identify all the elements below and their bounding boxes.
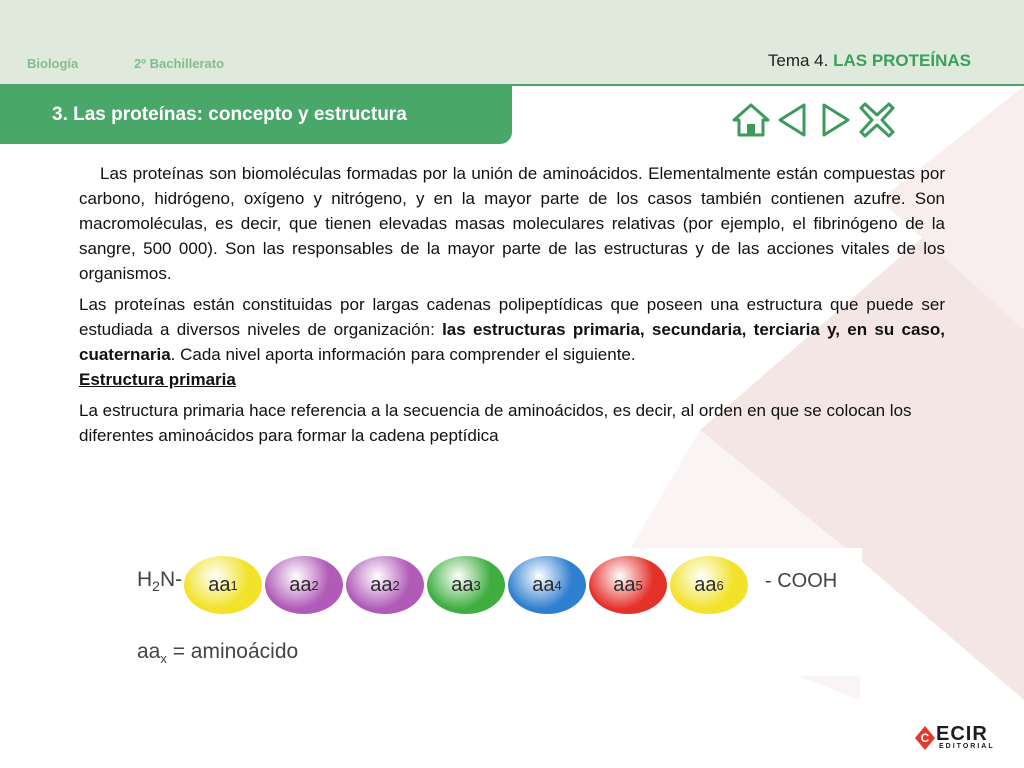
amino-acid-bead — [670, 556, 748, 614]
paragraph-primary: La estructura primaria hace referencia a la secuencia de aminoácidos, es decir, al orden en que se colocan los diferentes aminoácidos para formar la cadena peptídica — [79, 401, 912, 445]
ecir-logo-icon — [914, 725, 936, 751]
topic-prefix: Tema 4. — [767, 51, 829, 70]
n-terminal-label — [137, 568, 182, 594]
amino-acid-index: 2 — [311, 577, 319, 593]
home-icon — [732, 102, 770, 138]
amino-acid-bead — [184, 556, 262, 614]
paragraph-structure — [79, 292, 945, 367]
close-icon — [859, 102, 895, 138]
logo-name: ECIR — [936, 723, 988, 745]
paragraph-structure-bold: las estructuras primaria, secundaria, terciaria y, en su caso, cuaternaria — [79, 320, 945, 364]
amino-acid-index: 5 — [635, 577, 643, 593]
amino-acid-index: 6 — [716, 577, 724, 593]
amino-acid-chain-figure — [120, 548, 862, 676]
amino-acid-index: 1 — [230, 577, 238, 593]
next-icon — [818, 102, 852, 138]
logo-subtitle: EDITORIAL — [939, 743, 995, 750]
n-terminal-sub: 2 — [152, 578, 160, 595]
amino-acid-label: aa — [532, 573, 555, 596]
amino-acid-label: aa — [613, 573, 636, 596]
amino-acid-index: 2 — [392, 577, 400, 593]
amino-acid-label: aa — [370, 573, 393, 596]
amino-acid-label: aa — [208, 573, 231, 596]
publisher-logo — [914, 723, 1000, 753]
next-button[interactable] — [816, 101, 854, 139]
previous-icon — [776, 102, 810, 138]
n-terminal-h: H — [137, 568, 153, 591]
svg-text:C: C — [920, 731, 930, 745]
amino-acid-label: aa — [289, 573, 312, 596]
topic-title — [768, 51, 971, 71]
content-area — [79, 161, 945, 448]
navigation-bar — [732, 101, 896, 139]
n-terminal-n: N- — [159, 568, 183, 591]
amino-acid-bead — [346, 556, 424, 614]
figure-legend — [137, 640, 298, 666]
c-terminal-label: - COOH — [765, 570, 838, 592]
section-title: 3. Las proteínas: concepto y estructura — [52, 104, 407, 125]
close-button[interactable] — [858, 101, 896, 139]
amino-acid-index: 3 — [473, 577, 481, 593]
paragraph-intro: Las proteínas son biomoléculas formadas por la unión de aminoácidos. Elementalmente están compuestas por carbono, hidrógeno, oxígeno y nitrógeno, y en la mayor parte de los casos también contienen azufre. Son macromoléculas, es decir, que tienen elevadas masas moleculares relativas (por ejemplo, el fibrinógeno de la sangre, 500 000). Son las responsables de la mayor parte de las estructuras y de las acciones vitales de los organismos. — [79, 164, 945, 283]
legend-sub: x — [160, 651, 167, 667]
amino-acid-label: aa — [694, 573, 717, 596]
amino-acid-bead — [508, 556, 586, 614]
legend-symbol: aa — [137, 640, 161, 663]
amino-acid-bead — [265, 556, 343, 614]
amino-acid-index: 4 — [554, 577, 562, 593]
topic-name: LAS PROTEÍNAS — [833, 51, 971, 70]
primary-structure-heading: Estructura primaria — [79, 370, 236, 389]
amino-acid-label: aa — [451, 573, 474, 596]
amino-acid-bead — [427, 556, 505, 614]
course-label: 2º Bachillerato — [134, 56, 225, 71]
legend-text: = aminoácido — [166, 640, 299, 663]
header-bar — [0, 0, 1024, 84]
subject-label: Biología — [27, 56, 79, 71]
previous-button[interactable] — [774, 101, 812, 139]
amino-acid-bead — [589, 556, 667, 614]
home-button[interactable] — [732, 101, 770, 139]
paragraph-structure-start: Las proteínas están constituidas por largas cadenas polipeptídicas que poseen una estructura que puede ser estudiada a diversos niveles de organización: — [79, 295, 945, 339]
paragraph-structure-end: . Cada nivel aporta información para comprender el siguiente. — [170, 345, 636, 364]
